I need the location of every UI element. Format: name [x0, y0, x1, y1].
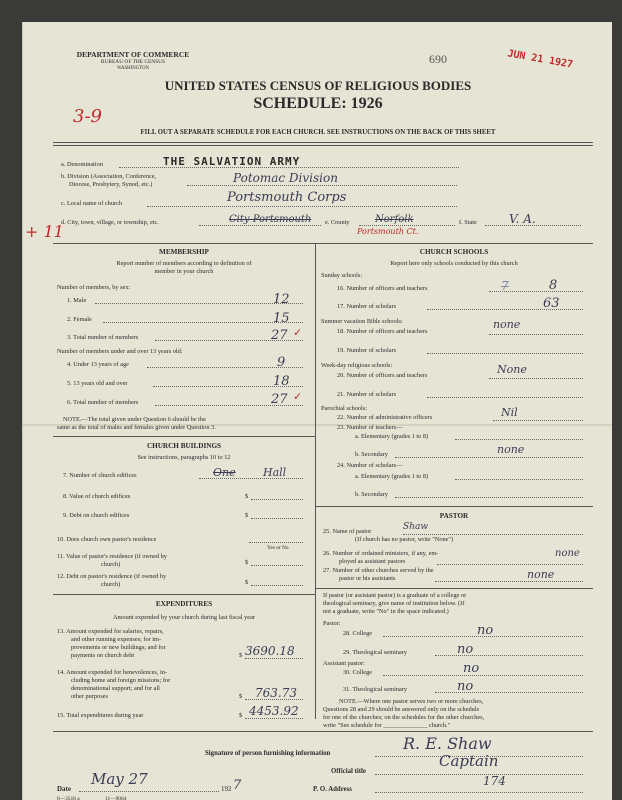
pastor-note-3: for one of the churches; on the schedules for the other churches,	[323, 714, 485, 721]
city-label: d. City, town, village, or township, etc.	[61, 219, 159, 226]
age-label: Number of members under and over 13 years old:	[57, 348, 183, 355]
denomination-label: a. Denomination	[61, 161, 103, 168]
po-address-label: P. O. Address	[313, 786, 352, 793]
dollar-sign: $	[239, 652, 243, 659]
q31-value: no	[457, 679, 474, 694]
q17-value: 63	[543, 296, 560, 311]
by-sex-label: Number of members, by sex:	[57, 284, 131, 291]
q7-label: 7. Number of church edifices	[63, 472, 137, 479]
dollar-sign: $	[245, 579, 249, 586]
q1-label: 1. Male	[67, 297, 87, 304]
bureau-city: WASHINGTON	[117, 66, 149, 71]
q13-label-1: 13. Amount expended for salaries, repairs,	[57, 628, 164, 635]
fill-out-instruction: FILL OUT A SEPARATE SCHEDULE FOR EACH CHURCH. SEE INSTRUCTIONS ON THE BACK OF THIS SHEET	[140, 129, 496, 136]
official-title-value: Captain	[439, 752, 499, 770]
buildings-sub: See instructions, paragraphs 10 to 12	[137, 454, 231, 461]
schools-sub: Report here only schools conducted by this church	[390, 260, 518, 267]
q14-value: 763.73	[255, 686, 297, 700]
form-number: 6—3518 a	[57, 796, 80, 800]
q24a-label: a. Elementary (grades 1 to 8)	[355, 473, 429, 480]
county-value: Norfolk	[375, 214, 414, 225]
q31-label: 31. Theological seminary	[343, 686, 408, 693]
assistant-sub-label: Assistant pastor:	[323, 660, 365, 667]
q23b-value: none	[497, 443, 525, 456]
state-label: f. State	[459, 219, 477, 226]
division-label-2: Diocese, Presbytery, Synod, etc.)	[69, 181, 153, 188]
q2-label: 2. Female	[67, 316, 92, 323]
census-schedule-sheet	[22, 22, 612, 800]
q14-label-1: 14. Amount expended for benevolences, in-	[57, 669, 167, 676]
q9-label: 9. Debt on church edifices	[63, 512, 130, 519]
q17-label: 17. Number of scholars	[337, 303, 397, 310]
state-value: V. A.	[509, 212, 536, 226]
q24-label: 24. Number of scholars—	[337, 462, 403, 469]
parochial-label: Parochial schools:	[321, 405, 367, 412]
check-mark: ✓	[293, 327, 303, 339]
dollar-sign: $	[239, 712, 243, 719]
red-pencil-mark: 3-9	[73, 106, 102, 127]
q3-value: 27	[271, 328, 288, 343]
bureau-name: BUREAU OF THE CENSUS	[100, 59, 166, 65]
q5-value: 18	[273, 374, 290, 389]
form-number-2: 11—9064	[105, 796, 127, 800]
q8-label: 8. Value of church edifices	[63, 493, 131, 500]
graduate-instruction-3: not a graduate, write "No" in the space indicated.)	[323, 608, 449, 615]
q3-label: 3. Total number of members	[67, 334, 139, 341]
q29-label: 29. Theological seminary	[343, 649, 408, 656]
schedule-year: SCHEDULE: 1926	[253, 95, 383, 112]
q29-value: no	[457, 642, 474, 657]
pastor-note-1: NOTE.—Where one pastor serves two or more churches,	[339, 698, 484, 705]
date-year-digit: 7	[233, 778, 242, 793]
date-year: 192	[221, 785, 232, 793]
pastor-heading: PASTOR	[439, 512, 469, 520]
dollar-sign: $	[239, 693, 243, 700]
division-value: Potomac Division	[233, 171, 338, 185]
q28-value: no	[477, 623, 494, 638]
received-date-stamp: JUN 21 1927	[506, 48, 574, 71]
check-mark: ✓	[293, 391, 303, 403]
dollar-sign: $	[245, 512, 249, 519]
signature-value: R. E. Shaw	[403, 734, 492, 753]
q2-value: 15	[273, 311, 290, 326]
division-label: b. Division (Association, Conference,	[61, 173, 157, 180]
q13-label-4: payments on church debt	[71, 652, 135, 659]
q13-label-3: provements or new buildings; and for	[71, 644, 166, 651]
pastor-note-2: Questions 28 and 29 should be answered only on the schedule	[323, 706, 480, 713]
q11-label: 11. Value of pastor's residence (if owned by	[57, 553, 167, 560]
denomination-value: THE SALVATION ARMY	[163, 155, 301, 168]
q26-label-2: ployed as assistant pastors	[339, 558, 406, 565]
graduate-instruction-2: theological seminary, give name of institution below. (If	[323, 600, 465, 607]
signature-label: Signature of person furnishing information	[205, 750, 331, 757]
q12-label: 12. Debt on pastor's residence (if owned by	[57, 573, 167, 580]
membership-heading: MEMBERSHIP	[159, 248, 209, 256]
po-address-value: 174	[483, 774, 506, 788]
q25-note: (If church has no pastor, write "None")	[355, 536, 454, 543]
local-name-value: Portsmouth Corps	[227, 190, 347, 205]
membership-note-2: same as the total of males and females given under Question 3.	[57, 424, 216, 431]
q1-value: 12	[273, 292, 290, 307]
q26-value: none	[555, 548, 580, 559]
dollar-sign: $	[245, 559, 249, 566]
membership-note-1: NOTE.—The total given under Question 6 should be the	[63, 416, 206, 423]
q16-label: 16. Number of officers and teachers	[337, 285, 428, 292]
q23-label: 23. Number of teachers—	[337, 424, 403, 431]
q23a-label: a. Elementary (grades 1 to 8)	[355, 433, 429, 440]
buildings-heading: CHURCH BUILDINGS	[146, 442, 222, 450]
q11-label-2: church)	[101, 561, 121, 568]
q28-label: 28. College	[343, 630, 373, 637]
membership-sub-1: Report number of members according to definition of	[116, 260, 252, 267]
margin-red-mark: + 11	[25, 222, 64, 241]
q6-label: 6. Total number of members	[67, 399, 139, 406]
q19-label: 19. Number of scholars	[337, 347, 397, 354]
q6-value: 27	[271, 392, 288, 407]
q18-label: 18. Number of officers and teachers	[337, 328, 428, 335]
week-day-label: Week-day religious schools:	[321, 362, 393, 369]
dollar-sign: $	[245, 493, 249, 500]
q4-label: 4. Under 13 years of age	[67, 361, 129, 368]
membership-sub-2: member in your church	[154, 268, 214, 275]
pastor-sub-label: Pastor:	[323, 620, 341, 627]
q5-label: 5. 13 years old and over	[67, 380, 128, 387]
q26-label-1: 26. Number of ordained ministers, if any, em-	[323, 550, 439, 557]
q14-label-3: denominational support; and for all	[71, 685, 160, 692]
sunday-label: Sunday schools:	[321, 272, 363, 279]
q22-value: Nil	[501, 406, 518, 419]
q16-value-struck: 7	[501, 279, 509, 293]
q13-label-2: and other running expenses; for im-	[71, 636, 162, 643]
q4-value: 9	[277, 355, 286, 370]
expenditures-heading: EXPENDITURES	[155, 600, 213, 608]
q16-value: 8	[549, 278, 558, 293]
q13-value: 3690.18	[245, 644, 295, 658]
yes-no-hint: Yes or No	[267, 545, 289, 551]
schools-heading: CHURCH SCHOOLS	[419, 248, 489, 256]
q20-label: 20. Number of officers and teachers	[337, 372, 428, 379]
q7-value-struck: One	[213, 466, 236, 479]
expenditures-sub: Amount expended by your church during last fiscal year	[113, 614, 255, 621]
q18-value: none	[493, 318, 521, 331]
q23b-label: b. Secondary	[355, 451, 388, 458]
q27-label-1: 27. Number of other churches served by the	[323, 567, 434, 574]
q27-label-2: pastor or his assistants	[339, 575, 396, 582]
pastor-note-4: write "See schedule for ______________ church."	[323, 722, 451, 729]
official-title-label: Official title	[331, 768, 366, 775]
q14-label-2: cluding home and foreign missions; for	[71, 677, 171, 684]
q25-value: Shaw	[403, 522, 429, 532]
graduate-instruction-1: If pastor (or assistant pastor) is a graduate of a college or	[323, 592, 467, 599]
date-value: May 27	[91, 770, 148, 788]
q20-value: None	[497, 363, 527, 376]
q14-label-4: other purposes	[71, 693, 108, 700]
q10-label: 10. Does church own pastor's residence	[57, 536, 157, 543]
county-label: e. County	[325, 219, 350, 226]
date-label: Date	[57, 785, 71, 793]
q30-value: no	[463, 661, 480, 676]
q15-label: 15. Total expenditures during year	[57, 712, 144, 719]
q12-label-2: church)	[101, 581, 121, 588]
q25-label: 25. Name of pastor	[323, 528, 372, 535]
q7-value: Hall	[263, 466, 287, 479]
local-name-label: c. Local name of church	[61, 200, 123, 207]
summer-label: Summer vacation Bible schools:	[321, 318, 403, 325]
q30-label: 30. College	[343, 669, 373, 676]
city-value: City Portsmouth	[229, 214, 312, 225]
county-correction: Portsmouth Ct.	[357, 227, 419, 236]
q21-label: 21. Number of scholars	[337, 391, 397, 398]
q24b-label: b. Secondary	[355, 491, 388, 498]
serial-number: 690	[429, 52, 447, 66]
form-title: UNITED STATES CENSUS OF RELIGIOUS BODIES	[164, 78, 472, 93]
q15-value: 4453.92	[249, 704, 299, 718]
q22-label: 22. Number of administrative officers	[337, 414, 433, 421]
q27-value: none	[527, 568, 555, 581]
department-name: DEPARTMENT OF COMMERCE	[76, 50, 190, 59]
